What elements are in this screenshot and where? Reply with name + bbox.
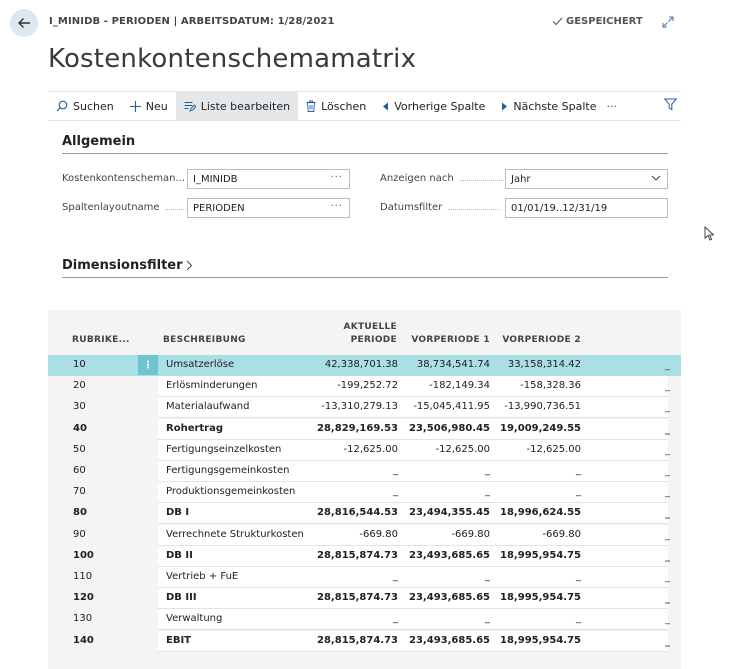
column-header-prev1[interactable] xyxy=(408,310,490,355)
row-end-value[interactable]: _ xyxy=(665,550,670,562)
row-current-period[interactable]: -669.80 xyxy=(359,528,398,540)
row-current-period[interactable]: 28,829,169.53 xyxy=(317,422,398,434)
date-filter-value: 01/01/19..12/31/19 xyxy=(511,202,608,214)
table-row[interactable] xyxy=(48,440,681,461)
plus-icon xyxy=(130,101,141,112)
row-description[interactable]: EBIT xyxy=(166,634,191,646)
row-code[interactable]: 80 xyxy=(73,507,87,519)
layout-label xyxy=(62,202,186,213)
row-prev-period-1[interactable]: -12,625.00 xyxy=(435,443,490,455)
row-prev-period-1[interactable]: _ xyxy=(485,571,490,582)
column-header-prev2[interactable] xyxy=(500,310,581,355)
show-by-value: Jahr xyxy=(511,173,531,185)
row-description[interactable]: DB II xyxy=(166,549,193,561)
table-row[interactable] xyxy=(48,397,681,418)
row-code[interactable]: 40 xyxy=(73,422,87,434)
row-current-period[interactable]: 28,815,874.73 xyxy=(317,549,398,561)
row-prev-period-2[interactable]: -13,990,736.51 xyxy=(504,401,581,413)
new-button[interactable] xyxy=(122,92,176,120)
table-row[interactable] xyxy=(48,567,681,588)
table-row[interactable] xyxy=(48,525,681,546)
row-actions-icon[interactable]: ⋮ xyxy=(138,355,158,375)
action-bar xyxy=(48,91,681,121)
checkmark-icon xyxy=(552,17,563,26)
row-current-period[interactable]: 28,815,874.73 xyxy=(317,634,398,646)
row-prev-period-2[interactable]: 18,996,624.55 xyxy=(500,507,581,519)
saved-label: GESPEICHERT xyxy=(566,16,643,27)
search-button[interactable] xyxy=(48,92,122,120)
column-header-code-text: RUBRIKE... xyxy=(72,335,130,345)
row-current-period[interactable]: -12,625.00 xyxy=(343,443,398,455)
row-end-value[interactable]: _ xyxy=(665,423,670,435)
row-end-value[interactable]: _ xyxy=(665,402,670,414)
row-description[interactable]: Vertrieb + FuE xyxy=(166,571,239,582)
arrow-left-icon xyxy=(17,16,31,30)
row-code[interactable]: 30 xyxy=(73,401,86,413)
row-current-period[interactable]: 42,338,701.38 xyxy=(324,359,398,370)
row-end-value[interactable]: _ xyxy=(665,360,670,371)
more-options-button[interactable] xyxy=(605,92,626,120)
triangle-left-icon xyxy=(382,102,389,111)
row-prev-period-1[interactable]: -669.80 xyxy=(451,528,490,540)
dimension-divider xyxy=(62,277,668,278)
row-code[interactable]: 120 xyxy=(73,592,94,604)
row-description[interactable]: Rohertrag xyxy=(166,422,224,434)
schema-lookup-icon[interactable]: ··· xyxy=(330,172,343,183)
schema-label-text: Kostenkontenscheman... xyxy=(62,173,186,184)
prev-column-label: Vorherige Spalte xyxy=(394,99,486,113)
general-divider xyxy=(62,153,668,154)
edit-list-label: Liste bearbeiten xyxy=(200,99,291,113)
row-prev-period-1[interactable]: 23,493,685.65 xyxy=(409,634,490,646)
dimension-section-title[interactable] xyxy=(62,258,193,273)
row-prev-period-1[interactable]: 23,493,685.65 xyxy=(409,549,490,561)
column-header-current-line1: AKTUELLE xyxy=(343,322,397,332)
delete-label: Löschen xyxy=(321,99,367,113)
prev-column-button[interactable] xyxy=(374,92,493,120)
row-prev-period-2[interactable]: -669.80 xyxy=(542,528,581,540)
row-prev-period-2[interactable]: 18,995,954.75 xyxy=(500,549,581,561)
row-prev-period-2[interactable]: -12,625.00 xyxy=(526,443,581,455)
row-prev-period-1[interactable]: 23,506,980.45 xyxy=(409,422,490,434)
row-end-value[interactable]: _ xyxy=(665,614,670,626)
matrix-grid xyxy=(48,310,681,669)
more-options-icon: ··· xyxy=(606,99,617,113)
row-description[interactable]: DB I xyxy=(166,507,190,519)
row-description[interactable]: Produktionsgemeinkosten xyxy=(166,486,296,498)
next-column-button[interactable] xyxy=(493,92,604,120)
table-row[interactable] xyxy=(48,631,681,652)
row-end-value[interactable]: _ xyxy=(665,487,670,499)
saved-status xyxy=(552,16,643,27)
row-description[interactable]: Verwaltung xyxy=(166,613,223,625)
row-end-value[interactable]: _ xyxy=(665,635,670,647)
row-prev-period-1[interactable]: _ xyxy=(485,465,490,476)
column-header-current[interactable] xyxy=(328,310,397,355)
chevron-down-icon xyxy=(651,175,661,182)
new-label: Neu xyxy=(145,99,168,113)
date-filter-label-dots xyxy=(448,209,500,210)
date-filter-field[interactable] xyxy=(505,198,668,218)
table-row[interactable] xyxy=(48,355,681,376)
row-prev-period-2[interactable]: _ xyxy=(576,571,581,582)
row-prev-period-2[interactable]: _ xyxy=(576,465,581,476)
row-current-period[interactable]: 28,815,874.73 xyxy=(317,592,398,604)
row-current-period[interactable]: 28,816,544.53 xyxy=(317,507,398,519)
delete-button[interactable] xyxy=(298,92,374,120)
table-row[interactable] xyxy=(48,588,681,609)
row-prev-period-2[interactable]: 18,995,954.75 xyxy=(500,592,581,604)
row-code[interactable]: 50 xyxy=(73,443,86,455)
row-prev-period-1[interactable]: -15,045,411.95 xyxy=(413,401,490,413)
row-end-value[interactable]: _ xyxy=(665,593,670,605)
row-description[interactable]: Umsatzerlöse xyxy=(166,359,235,370)
table-row[interactable] xyxy=(48,503,681,524)
layout-label-dots xyxy=(166,209,186,210)
row-code[interactable]: 100 xyxy=(73,549,94,561)
show-by-label-text: Anzeigen nach xyxy=(380,173,454,184)
table-row[interactable] xyxy=(48,482,681,503)
row-prev-period-2[interactable]: 33,158,314.42 xyxy=(507,359,581,370)
dimension-title-text: Dimensionsfilter xyxy=(62,258,183,273)
show-by-label-dots xyxy=(460,180,504,181)
table-row[interactable] xyxy=(48,609,681,630)
trash-icon xyxy=(306,100,316,112)
schema-value: I_MINIDB xyxy=(193,173,238,185)
show-by-label xyxy=(380,173,504,184)
table-row[interactable] xyxy=(48,461,681,482)
column-header-desc[interactable] xyxy=(163,310,246,355)
row-description[interactable]: Fertigungsgemeinkosten xyxy=(166,465,290,476)
row-code[interactable]: 70 xyxy=(73,486,86,498)
filter-icon[interactable] xyxy=(664,98,677,111)
row-end-value[interactable]: _ xyxy=(665,444,670,456)
row-current-period[interactable]: _ xyxy=(393,571,398,582)
row-code[interactable]: 10 xyxy=(73,359,86,370)
row-end-value[interactable]: _ xyxy=(665,529,670,541)
row-prev-period-1[interactable]: _ xyxy=(485,613,490,625)
column-header-code[interactable] xyxy=(72,310,130,355)
page-title: Kostenkontenschemamatrix xyxy=(48,44,417,74)
table-row[interactable] xyxy=(48,376,681,397)
column-header-desc-text: BESCHREIBUNG xyxy=(163,335,246,345)
row-prev-period-1[interactable]: 38,734,541.74 xyxy=(416,359,490,370)
row-description[interactable]: DB III xyxy=(166,592,197,604)
schema-label xyxy=(62,173,186,184)
row-current-period[interactable]: -199,252.72 xyxy=(337,380,398,392)
show-by-select[interactable] xyxy=(505,169,668,189)
row-description[interactable]: Fertigungseinzelkosten xyxy=(166,443,282,455)
row-description[interactable]: Materialaufwand xyxy=(166,401,250,413)
row-code[interactable]: 60 xyxy=(73,465,86,476)
back-button[interactable] xyxy=(10,9,38,37)
row-current-period[interactable]: _ xyxy=(393,465,398,476)
row-end-value[interactable]: _ xyxy=(665,508,670,520)
column-header-prev2-text: VORPERIODE 2 xyxy=(502,335,581,345)
layout-lookup-icon[interactable]: ··· xyxy=(330,201,343,212)
row-prev-period-1[interactable]: 23,493,685.65 xyxy=(409,592,490,604)
column-header-prev1-text: VORPERIODE 1 xyxy=(411,335,490,345)
row-end-value[interactable]: _ xyxy=(665,572,670,583)
row-code[interactable]: 110 xyxy=(73,571,93,582)
row-end-value[interactable]: _ xyxy=(665,466,670,477)
row-prev-period-1[interactable]: _ xyxy=(485,486,490,498)
row-prev-period-2[interactable]: 18,995,954.75 xyxy=(500,634,581,646)
schema-field[interactable] xyxy=(187,169,350,189)
breadcrumb: I_MINIDB - PERIODEN | ARBEITSDATUM: 1/28/2021 xyxy=(49,16,335,27)
edit-list-button[interactable] xyxy=(176,92,298,120)
layout-value: PERIODEN xyxy=(193,202,245,214)
row-code[interactable]: 140 xyxy=(73,634,94,646)
search-label: Suchen xyxy=(73,99,114,113)
date-filter-label xyxy=(380,202,504,213)
column-header-current-line2: PERIODE xyxy=(350,335,397,345)
row-prev-period-2[interactable]: 19,009,249.55 xyxy=(500,422,581,434)
layout-label-text: Spaltenlayoutname xyxy=(62,202,160,213)
table-row[interactable] xyxy=(48,419,681,440)
triangle-right-icon xyxy=(501,102,508,111)
row-prev-period-2[interactable]: -158,328.36 xyxy=(520,380,581,392)
layout-field[interactable] xyxy=(187,198,350,218)
row-code[interactable]: 20 xyxy=(73,380,86,392)
row-prev-period-2[interactable]: _ xyxy=(576,486,581,498)
row-description[interactable]: Verrechnete Strukturkosten xyxy=(166,528,304,540)
row-current-period[interactable]: _ xyxy=(393,486,398,498)
search-icon xyxy=(56,100,68,112)
row-current-period[interactable]: _ xyxy=(393,613,398,625)
general-section-title[interactable]: Allgemein xyxy=(62,134,136,149)
row-prev-period-1[interactable]: 23,494,355.45 xyxy=(409,507,490,519)
row-prev-period-1[interactable]: -182,149.34 xyxy=(429,380,490,392)
mouse-cursor-icon xyxy=(704,226,714,241)
date-filter-label-text: Datumsfilter xyxy=(380,202,443,213)
chevron-right-icon xyxy=(186,260,193,271)
row-description[interactable]: Erlösminderungen xyxy=(166,380,258,392)
row-prev-period-2[interactable]: _ xyxy=(576,613,581,625)
expand-icon[interactable] xyxy=(661,15,675,29)
next-column-label: Nächste Spalte xyxy=(513,99,597,113)
row-current-period[interactable]: -13,310,279.13 xyxy=(321,401,398,413)
row-end-value[interactable]: _ xyxy=(665,381,670,393)
row-code[interactable]: 130 xyxy=(73,613,93,625)
edit-list-icon xyxy=(184,101,196,112)
table-row[interactable] xyxy=(48,546,681,567)
row-code[interactable]: 90 xyxy=(73,528,86,540)
